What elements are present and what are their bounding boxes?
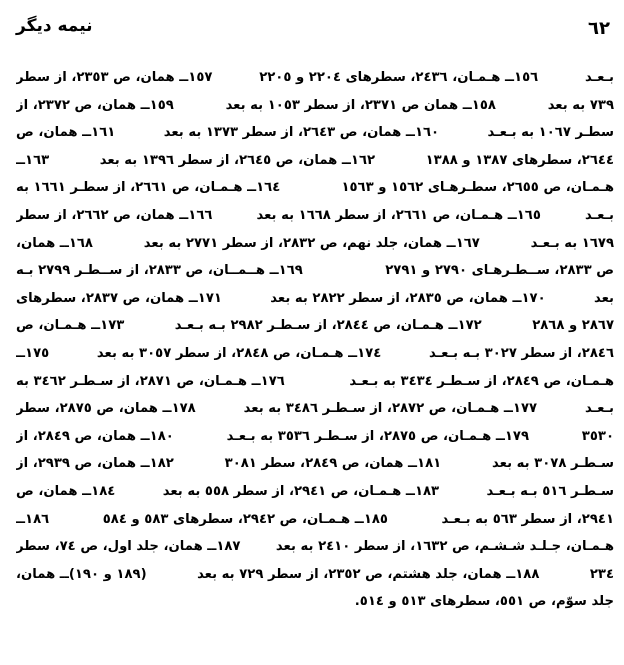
text-line (16, 561, 614, 589)
text-line (16, 506, 614, 534)
footnote-segment: ١٨٤ــ همان، ص (16, 483, 116, 499)
footnote-segment: ١٧٣ــ هـمـان، ص (16, 318, 125, 334)
footnote-segment: ١٨٥ــ هـمـان، ص ٢٩٤٢، سطرهای ٥٨٣ و ٥٨٤ (102, 511, 388, 527)
footnote-segment: ص ٢٨٣٣، ســطـرهـای ٢٧٩٠ و ٢٧٩١ (385, 263, 614, 279)
text-line (16, 588, 614, 616)
footnote-segment: ١٨٢ــ همان، ص ٢٩٣٩، از (16, 456, 174, 472)
text-line (16, 368, 614, 396)
text-line (16, 174, 614, 202)
text-line (16, 478, 614, 506)
text-line (16, 119, 614, 147)
footnote-segment: هـمـان، جـلـد شـشـم، ص ١٦٣٢، از سطر ٢٤١٠ به بعد (275, 539, 614, 555)
footnote-segment: بـعـد (584, 70, 614, 85)
footnote-segment: ١٨٦ــ (16, 511, 50, 527)
footnote-segment: هـمـان، ص ٢٨٤٩، از سـطـر ٣٤٣٤ به بـعـد (349, 373, 614, 389)
text-line (16, 230, 614, 258)
text-line (16, 450, 614, 478)
text-line (16, 533, 614, 561)
footnote-segment: ١٦٧ــ همان، جلد نهم، ص ٢٨٣٢، از سطر ٢٧٧١ به بعد (143, 235, 480, 251)
footnote-segment: ٧٣٩ به بعد (547, 97, 614, 113)
text-line (16, 395, 614, 423)
text-line (16, 64, 614, 92)
running-title: نیمه دیگر (16, 16, 93, 36)
footnote-segment: ٢٨٤٦، از سطر ٣٠٢٧ بـه بـعـد (429, 345, 614, 361)
footnote-segment: ٢٩٤١، از سطر ٥٦٣ به بـعـد (441, 511, 614, 527)
footnote-segment: ١٧٥ــ (16, 345, 50, 361)
footnote-segment: ١٦٨ــ همان، (16, 235, 93, 251)
footnote-segment: ١٨٣ــ هـمـان، ص ٢٩٤١، از سطر ٥٥٨ به بعد (162, 483, 440, 499)
page-number: ٦٢ (588, 18, 610, 39)
footnote-segment: ٢٣٤ (589, 566, 614, 582)
footnote-segment: ١٦٦ــ همان، ص ٢٦٦٢، از سطر (16, 207, 213, 223)
footnote-segment: بـعـد (584, 207, 614, 223)
footnote-segment: ١٥٧ــ همان، ص ٢٣٥٣، از سطر (16, 70, 213, 85)
footnote-segment: سـطـر ٣٠٧٨ به بعد (492, 456, 614, 472)
footnote-segment: ١٥٦ــ هـمـان، ٢٤٣٦، سطرهای ٢٢٠٤ و ٢٢٠٥ (259, 70, 539, 85)
text-line (16, 340, 614, 368)
footnote-segment: ١٧٨ــ همان، ص ٢٨٧٥، سطر (16, 401, 196, 417)
footnote-segment: ١٧٤ــ هـمـان، ص ٢٨٤٨، از سطر ٣٠٥٧ به بعد (96, 345, 382, 361)
text-line (16, 92, 614, 120)
footnote-segment: جلد سوّم، ص ٥٥١، سطرهای ٥١٣ و ٥١٤. (354, 594, 614, 610)
text-line (16, 285, 614, 313)
footnote-segment: هـمـان، ص ٢٦٥٥، سطـرهـای ١٥٦٢ و ١٥٦٣ (341, 180, 614, 196)
text-line (16, 312, 614, 340)
footnote-segment: ١٧١ــ همان، ص ٢٨٣٧، سطرهای (16, 290, 222, 306)
footnote-segment: ١٧٠ــ همان، ص ٢٨٣٥، از سطر ٢٨٢٢ به بعد (270, 290, 546, 306)
footnote-segment: ١٨١ــ همان، ص ٢٨٤٩، سطر ٣٠٨١ (224, 456, 442, 472)
footnote-segment: ١٦٠ــ همان، ص ٢٦٤٣، از سطر ١٣٧٣ به بعد (163, 125, 440, 141)
footnote-segment: سطـر ١٠٦٧ به بـعـد (487, 125, 614, 141)
footnote-segment: (١٨٩ و ١٩٠)ــ همان، (16, 566, 147, 582)
footnote-segment: ١٨٨ــ همان، جلد هشتم، ص ٢٣٥٢، از سطر ٧٢٩ به بعد (197, 566, 540, 582)
footnote-segment: ١٦١ــ همان، ص (16, 125, 116, 141)
footnote-segment: ١٦٢ــ همان، ص ٢٦٤٥، از سطر ١٣٩٦ به بعد (99, 152, 376, 168)
footnotes-body (16, 64, 614, 616)
footnote-segment: ١٨٧ــ همان، جلد اول، ص ٧٤، سطر (16, 539, 241, 555)
footnote-segment: ٢٦٤٤، سطرهای ١٣٨٧ و ١٣٨٨ (425, 152, 614, 168)
footnote-segment: ١٥٨ــ همان ص ٢٣٧١، از سطر ١٠٥٣ به بعد (225, 97, 496, 113)
footnote-segment: ١٦٩ــ هــمــان، ص ٢٨٣٣، از ســطـر ٢٧٩٩ بـه (16, 263, 303, 279)
page-header (16, 14, 610, 44)
footnote-segment: ١٦٤ــ هـمـان، ص ٢٦٦١، از سطـر ١٦٦١ به (16, 180, 281, 196)
footnote-segment: ١٦٧٩ به بـعـد (530, 235, 614, 251)
text-line (16, 202, 614, 230)
footnote-segment: ١٧٢ــ هـمـان، ص ٢٨٤٤، از سـطـر ٢٩٨٢ بـه بـعـد (174, 318, 482, 334)
footnote-segment: ١٦٥ــ هـمـان، ص ٢٦٦١، از سطر ١٦٦٨ به بعد (256, 207, 541, 223)
text-line (16, 257, 614, 285)
footnote-segment: ٣٥٣٠ (581, 428, 614, 444)
text-line (16, 147, 614, 175)
text-line (16, 423, 614, 451)
footnote-segment: بـعـد (584, 401, 614, 417)
footnote-segment: ١٨٠ــ همان، ص ٢٨٤٩، از (16, 428, 174, 444)
footnote-segment: ١٧٧ــ هـمـان، ص ٢٨٧٢، از سـطـر ٣٤٨٦ به بعد (243, 401, 538, 417)
footnote-segment: ١٦٣ــ (16, 152, 50, 168)
footnote-segment: ١٧٩ــ هـمـان، ص ٢٨٧٥، از سـطـر ٣٥٣٦ به بـعـد (226, 428, 530, 444)
footnote-segment: ٢٨٦٧ و ٢٨٦٨ (532, 318, 614, 334)
footnote-segment: ١٧٦ــ هـمـان، ص ٢٨٧١، از سـطـر ٣٤٦٢ به (16, 373, 285, 389)
footnote-segment: سـطـر ٥١٦ بـه بـعـد (486, 483, 614, 499)
footnote-segment: بعد (593, 290, 614, 306)
footnote-segment: ١٥٩ــ همان، ص ٢٣٧٢، از (16, 97, 174, 113)
